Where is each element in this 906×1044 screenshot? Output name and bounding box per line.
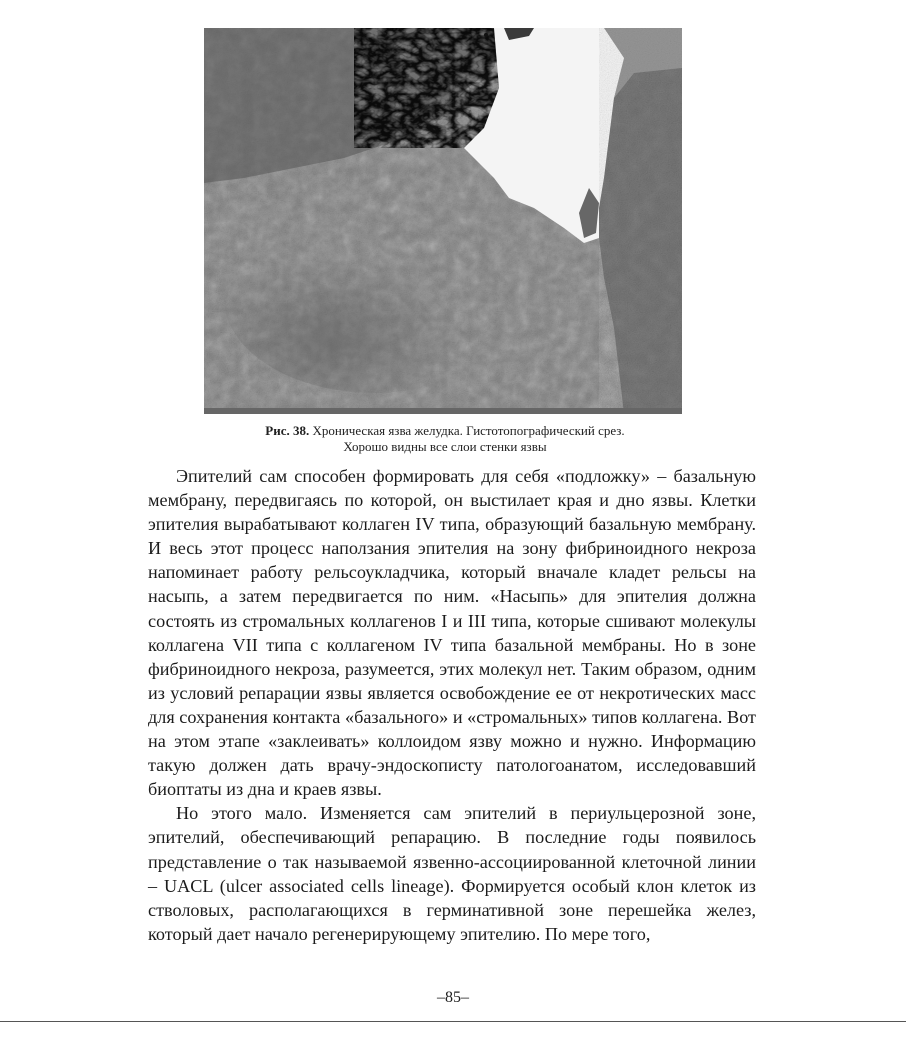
figure-caption [150, 423, 740, 455]
body-text [148, 464, 756, 946]
bottom-rule [0, 1021, 906, 1022]
caption-line-1 [150, 423, 740, 439]
caption-text-1: Хроническая язва желудка. Гистотопографический срез. [309, 423, 625, 438]
caption-label: Рис. 38. [265, 423, 310, 438]
page-number: –85– [437, 989, 469, 1006]
gastric-ulcer-section-image [204, 28, 682, 414]
histology-photo [204, 28, 682, 414]
caption-line-2: Хорошо видны все слои стенки язвы [343, 439, 547, 454]
paragraph-2: Но этого мало. Изменяется сам эпителий в периульцерозной зоне, эпителий, обеспечивающий репарацию. В последние годы появилось представление о так называемой язвенно-ассоциированной клеточной линии – UACL (ulcer associated cells lineage). Формируется особый клон клеток из стволовых, располагающихся в герминативной зоне перешейка желез, который дает начало регенерирующему эпителию. По мере того, [148, 803, 756, 944]
paragraph-1: Эпителий сам способен формировать для себя «подложку» – базальную мембрану, передвигаясь по которой, он выстилает края и дно язвы. Клетки эпителия вырабатывают коллаген IV типа, образующий базальную мембрану. И весь этот процесс наползания эпителия на зону фибриноидного некроза напоминает работу рельсоукладчика, который вначале кладет рельсы на насыпь, а затем передвигается по ним. «Насыпь» для эпителия должна состоять из стромальных коллагенов I и III типа, которые сшивают молекулы коллагена VII типа с коллагеном IV типа базальной мембраны. Но в зоне фибриноидного некроза, разумеется, этих молекул нет. Таким образом, одним из условий репарации язвы является освобождение ее от некротических масс для сохранения контакта «базального» и «стромальных» типов коллагена. Вот на этом этапе «заклеивать» коллоидом язву можно и нужно. Информацию такую должен дать врачу-эндоскописту патологоанатом, исследовавший биоптаты из дна и краев язвы. [148, 466, 756, 800]
